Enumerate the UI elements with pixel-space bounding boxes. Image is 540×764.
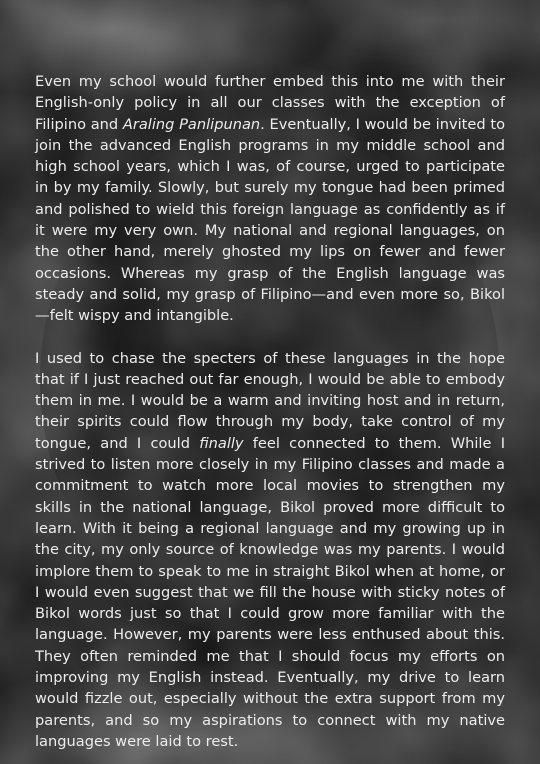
paragraph-1	[35, 71, 505, 327]
paragraph-1-text-end: . Eventually, I would be invited to join the advanced English programs in my middle school and high school years, which I was, of course, urged to participate in by my family. Slowly, but surely my tongue had been primed and polished to wield this foreign language as confidently as if it were my very own. My national and regional languages, on the other hand, merely ghosted my lips on fewer and fewer occasions. Whereas my grasp of the English language was steady and solid, my grasp of Filipino—and even more so, Bikol—felt wispy and intangible.	[35, 115, 505, 325]
document-body	[35, 71, 505, 752]
paragraph-2-text-end: feel connected to them. While I strived to listen more closely in my Filipino classes and made a commitment to watch more local movies to strengthen my skills in the national language, Bikol proved more difficult to learn. With it being a regional language and my growing up in the city, my only source of knowledge was my parents. I would implore them to speak to me in straight Bikol when at home, or I would even suggest that we fill the house with sticky notes of Bikol words just so that I could grow more familiar with the language. However, my parents were less enthused about this. They often reminded me that I should focus my efforts on improving my English instead. Eventually, my drive to learn would fizzle out, especially without the extra support from my parents, and so my aspirations to connect with my native languages were laid to rest.	[35, 434, 505, 750]
paragraph-2-italic-word: finally	[199, 434, 244, 452]
paragraph-2	[35, 348, 505, 753]
paragraph-2-text-start: I used to chase the specters of these languages in the hope that if I just reached out far enough, I would be able to embody them in me. I would be a warm and inviting host and in return, their spirits could flow through my body, take control of my tongue, and I could	[35, 349, 505, 452]
paragraph-1-text-start: Even my school would further embed this into me with their English-only policy in all our classes with the exception of Filipino and	[35, 73, 505, 133]
paragraph-1-italic-term: Araling Panlipunan	[122, 115, 261, 133]
